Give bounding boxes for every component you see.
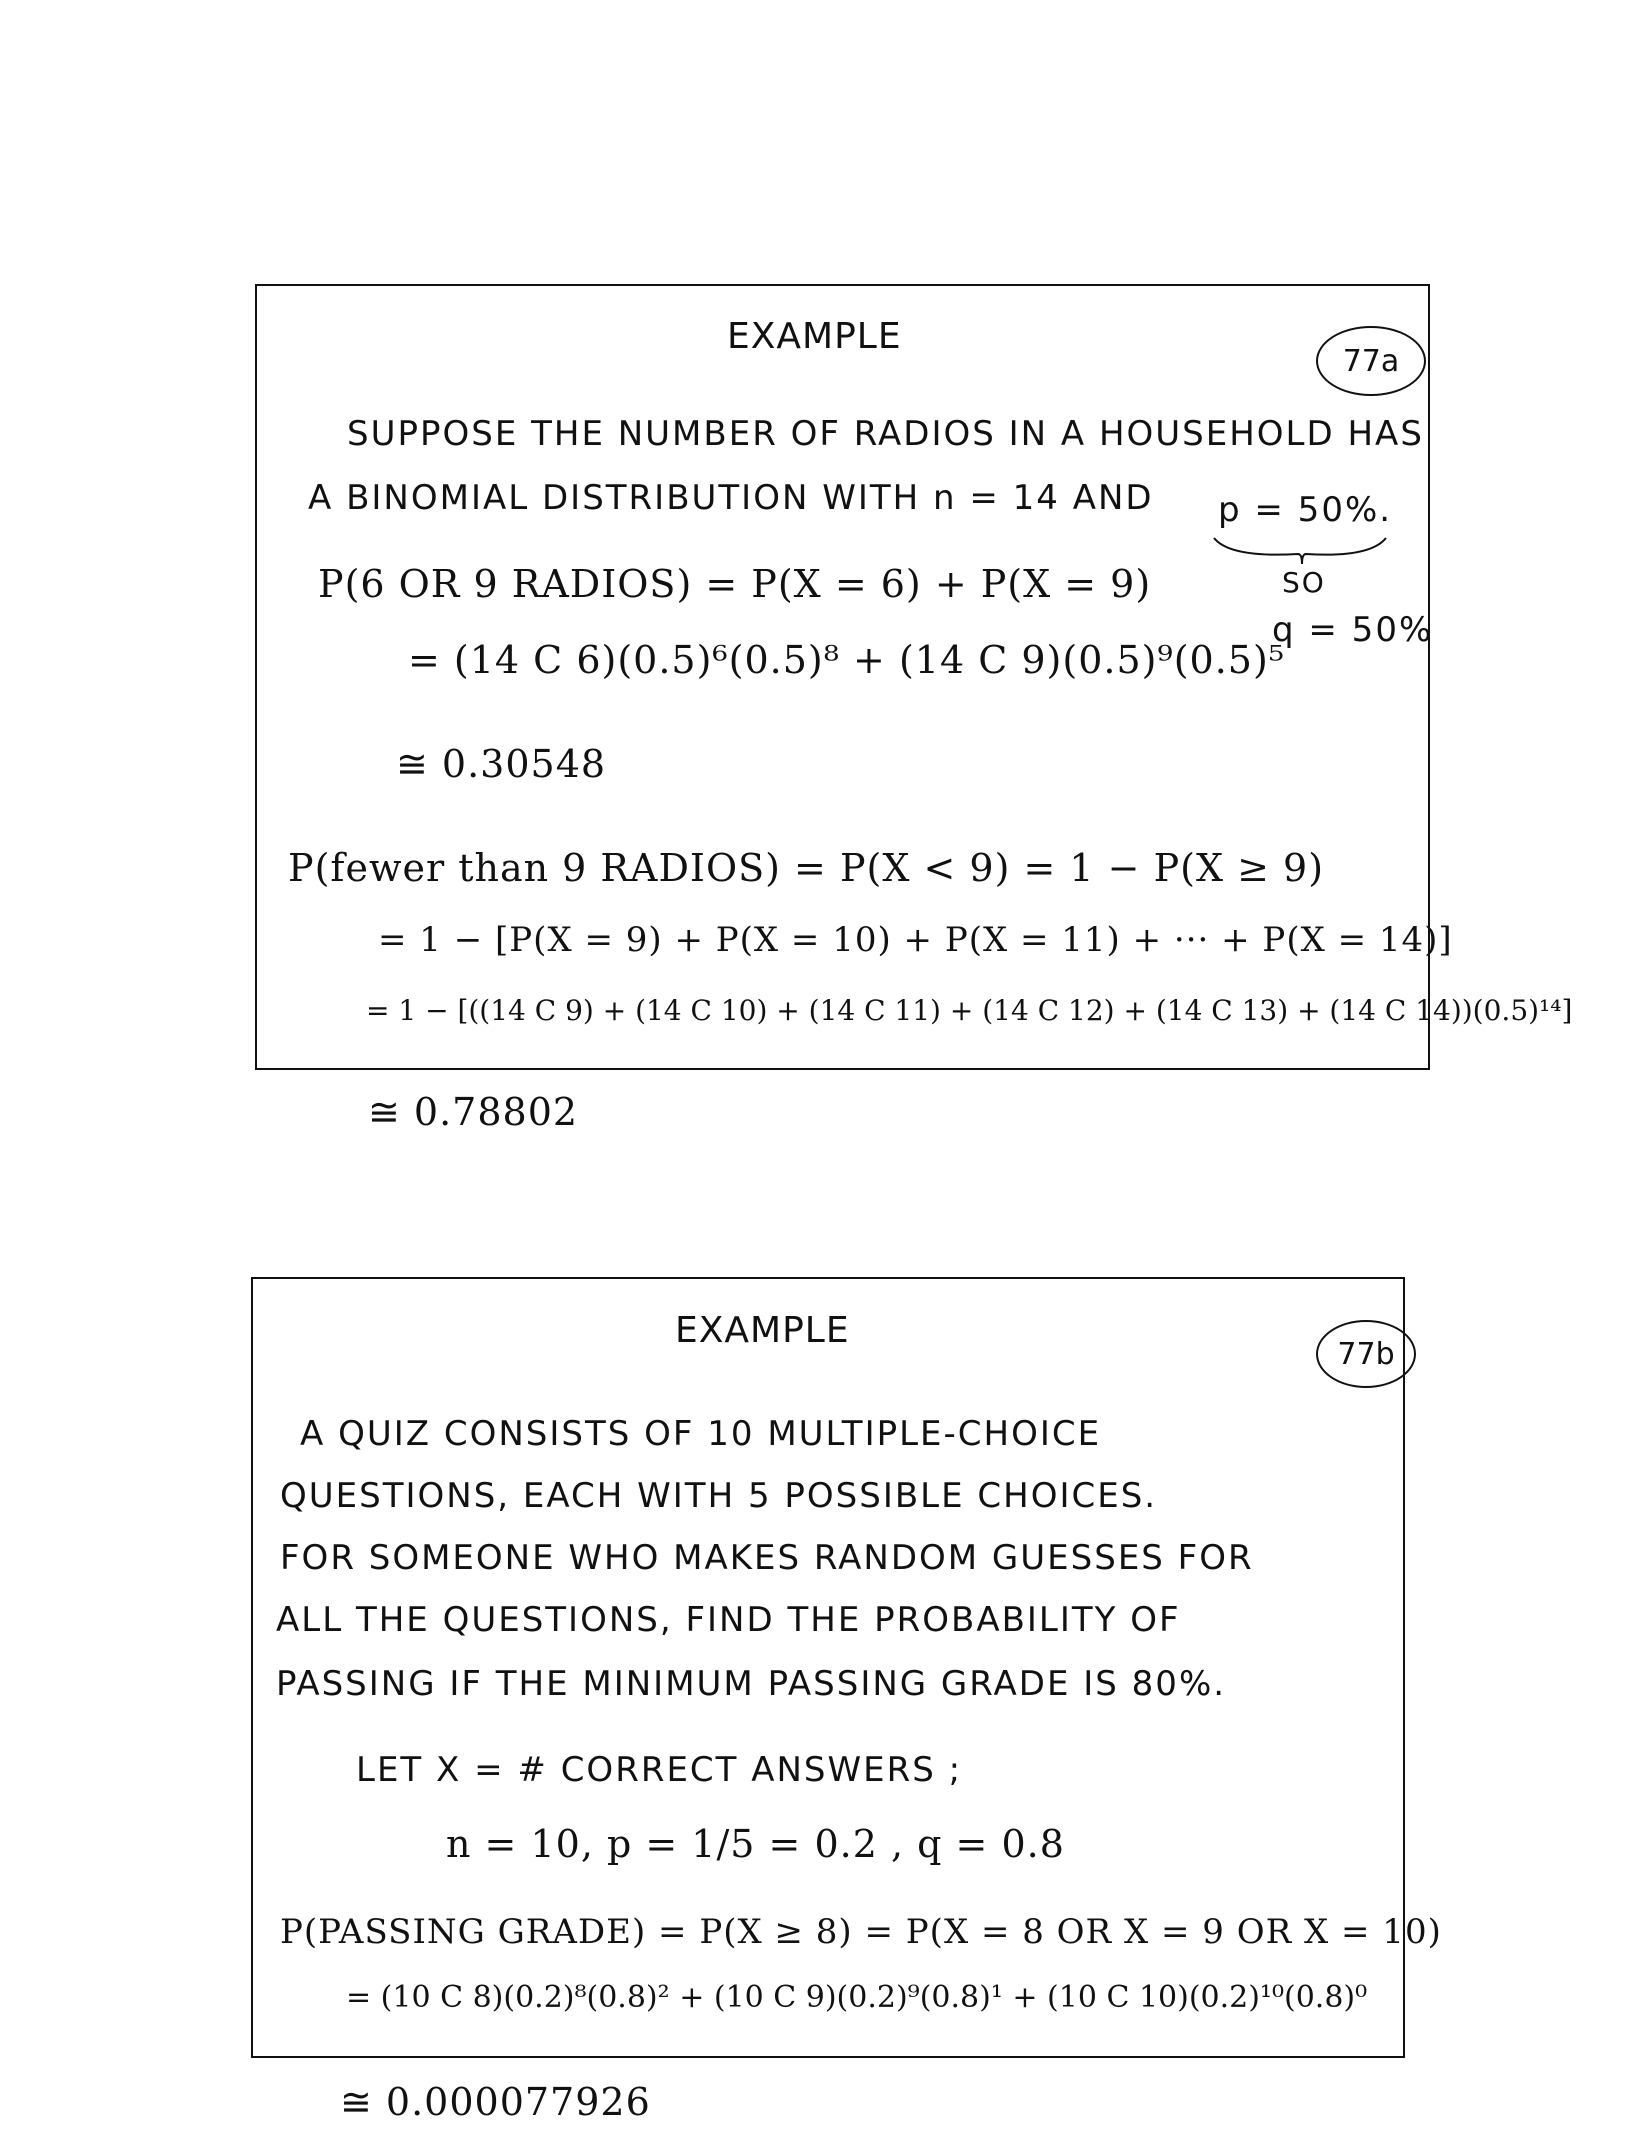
example-b-problem-line3: FOR SOMEONE WHO MAKES RANDOM GUESSES FOR bbox=[280, 1538, 1254, 1578]
example-b-pass-line2: = (10 C 8)(0.2)⁸(0.8)² + (10 C 9)(0.2)⁹(0.8)¹ + (10 C 10)(0.2)¹⁰(0.8)⁰ bbox=[346, 1980, 1368, 2015]
example-b-problem-line4: ALL THE QUESTIONS, FIND THE PROBABILITY OF bbox=[276, 1600, 1181, 1640]
example-a-part2-line3: = 1 − [((14 C 9) + (14 C 10) + (14 C 11) + (14 C 12) + (14 C 13) + (14 C 14))(0.5)¹⁴] bbox=[366, 994, 1573, 1027]
example-b-params-line: n = 10, p = 1/5 = 0.2 , q = 0.8 bbox=[446, 1822, 1065, 1866]
example-a-part1-line2: = (14 C 6)(0.5)⁶(0.5)⁸ + (14 C 9)(0.5)⁹(0.5)⁵ bbox=[408, 638, 1286, 682]
example-b-problem-line1: A QUIZ CONSISTS OF 10 MULTIPLE-CHOICE bbox=[300, 1414, 1102, 1454]
example-b-problem-line5: PASSING IF THE MINIMUM PASSING GRADE IS 80%. bbox=[276, 1664, 1227, 1704]
example-a-q-value: q = 50% bbox=[1272, 610, 1434, 650]
example-b-pass-line1: P(PASSING GRADE) = P(X ≥ 8) = P(X = 8 OR X = 9 OR X = 10) bbox=[280, 1912, 1442, 1952]
example-b-let-line: LET X = # CORRECT ANSWERS ; bbox=[356, 1750, 963, 1790]
example-b-number: 77b bbox=[1316, 1320, 1416, 1388]
underbrace bbox=[1210, 534, 1390, 568]
example-a-so: SO bbox=[1282, 566, 1326, 599]
example-a-part1-line1: P(6 OR 9 RADIOS) = P(X = 6) + P(X = 9) bbox=[318, 562, 1152, 606]
example-b-problem-line2: QUESTIONS, EACH WITH 5 POSSIBLE CHOICES. bbox=[280, 1476, 1158, 1516]
example-a-part2-result: ≅ 0.78802 bbox=[368, 1090, 579, 1134]
example-a-p-value: p = 50%. bbox=[1218, 490, 1393, 530]
example-a-number: 77a bbox=[1316, 326, 1426, 396]
example-a-problem-line2: A BINOMIAL DISTRIBUTION WITH n = 14 AND bbox=[308, 478, 1154, 518]
example-a-part2-line1: P(fewer than 9 RADIOS) = P(X < 9) = 1 − P(X ≥ 9) bbox=[288, 846, 1325, 890]
example-a-part1-result: ≅ 0.30548 bbox=[396, 742, 607, 786]
example-a-problem-line1: SUPPOSE THE NUMBER OF RADIOS IN A HOUSEHOLD HAS bbox=[347, 414, 1424, 454]
example-b-pass-result: ≅ 0.000077926 bbox=[340, 2080, 651, 2124]
example-a-part2-line2: = 1 − [P(X = 9) + P(X = 10) + P(X = 11) + ··· + P(X = 14)] bbox=[378, 920, 1453, 960]
example-b-title: EXAMPLE bbox=[675, 1310, 850, 1351]
example-a-title: EXAMPLE bbox=[727, 316, 902, 357]
